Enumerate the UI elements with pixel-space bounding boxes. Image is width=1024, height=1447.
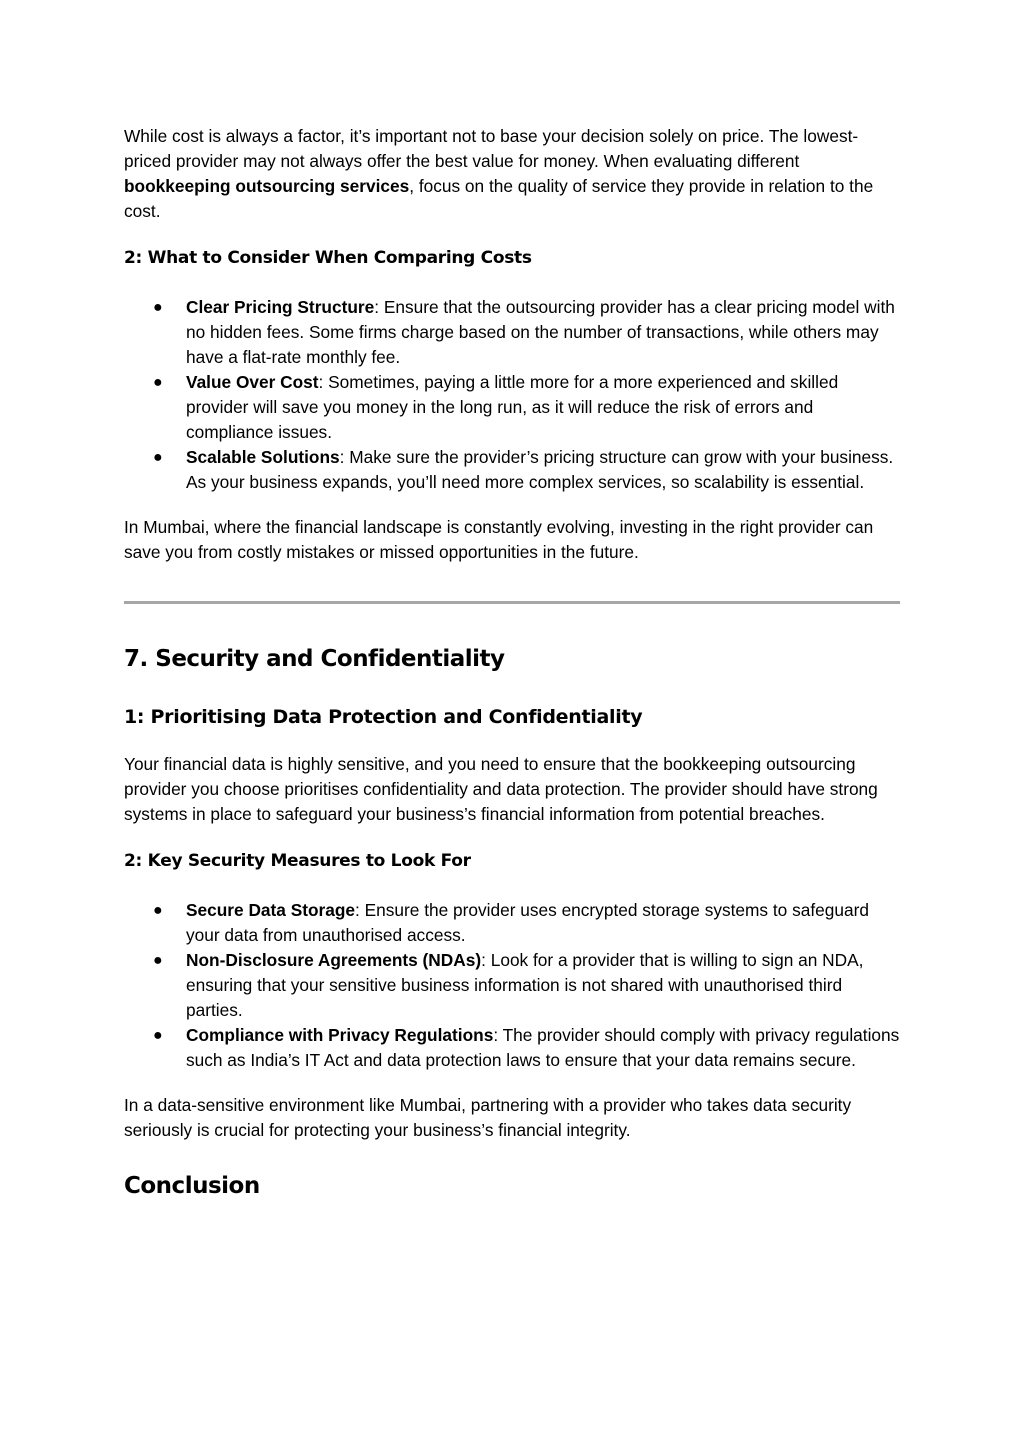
list-item-text: : Ensure the provider uses encrypted storage systems to safeguard your data from unauthorised access. (186, 900, 869, 945)
security-measures-heading: 2: Key Security Measures to Look For (124, 851, 471, 871)
cost-closing-paragraph: In Mumbai, where the financial landscape is constantly evolving, investing in the right provider can save you from costly mistakes or missed opportunities in the future. (124, 517, 874, 562)
security-closing-paragraph: In a data-sensitive environment like Mumbai, partnering with a provider who takes data security seriously is crucial for protecting your business’s financial integrity. (124, 1095, 852, 1140)
list-item-text: : Sometimes, paying a little more for a more experienced and skilled provider will save you money in the long run, as it will reduce the risk of errors and compliance issues. (186, 372, 839, 442)
document-page (124, 124, 902, 1201)
list-item-title: Non-Disclosure Agreements (NDAs) (186, 950, 482, 970)
list-item (124, 295, 902, 370)
list-item-text: : Ensure that the outsourcing provider has a clear pricing model with no hidden fees. Some firms charge based on the number of transactions, while others may have a flat-rate monthly fee. (186, 297, 895, 367)
list-item (124, 898, 902, 948)
section-divider (124, 601, 900, 604)
bullet-icon: ● (153, 1027, 163, 1044)
list-item (124, 370, 902, 445)
data-protection-heading: 1: Prioritising Data Protection and Confidentiality (124, 706, 643, 728)
intro-paragraph (124, 124, 902, 224)
list-item (124, 1023, 902, 1073)
intro-text-start: While cost is always a factor, it’s important not to base your decision solely on price. The lowest-priced provider may not always offer the best value for money. When evaluating different (124, 126, 859, 171)
conclusion-heading: Conclusion (124, 1173, 260, 1199)
list-item (124, 445, 902, 495)
list-item-text: : The provider should comply with privacy regulations such as India’s IT Act and data protection laws to ensure that your data remains secure. (186, 1025, 900, 1070)
list-item (124, 948, 902, 1023)
security-measures-list (124, 898, 902, 1073)
cost-comparison-heading: 2: What to Consider When Comparing Costs (124, 248, 532, 268)
intro-text-end: , focus on the quality of service they provide in relation to the cost. (124, 176, 874, 221)
list-item-text: : Make sure the provider’s pricing structure can grow with your business. As your business expands, you’ll need more complex services, so scalability is essential. (186, 447, 894, 492)
list-item-title: Secure Data Storage (186, 900, 356, 920)
list-item-title: Compliance with Privacy Regulations (186, 1025, 494, 1045)
bullet-icon: ● (153, 374, 163, 391)
list-item-title: Clear Pricing Structure (186, 297, 375, 317)
bullet-icon: ● (153, 952, 163, 969)
cost-considerations-list (124, 295, 902, 495)
security-section-heading: 7. Security and Confidentiality (124, 646, 505, 672)
data-protection-paragraph: Your financial data is highly sensitive, and you need to ensure that the bookkeeping outsourcing provider you choose prioritises confidentiality and data protection. The provider should have strong systems in place to safeguard your business’s financial information from potential breaches. (124, 754, 878, 824)
list-item-text: : Look for a provider that is willing to sign an NDA, ensuring that your sensitive business information is not shared with unauthorised third parties. (186, 950, 864, 1020)
bullet-icon: ● (153, 449, 163, 466)
list-item-title: Scalable Solutions (186, 447, 340, 467)
intro-bold-phrase: bookkeeping outsourcing services (124, 176, 410, 196)
bullet-icon: ● (153, 299, 163, 316)
bullet-icon: ● (153, 902, 163, 919)
list-item-title: Value Over Cost (186, 372, 319, 392)
